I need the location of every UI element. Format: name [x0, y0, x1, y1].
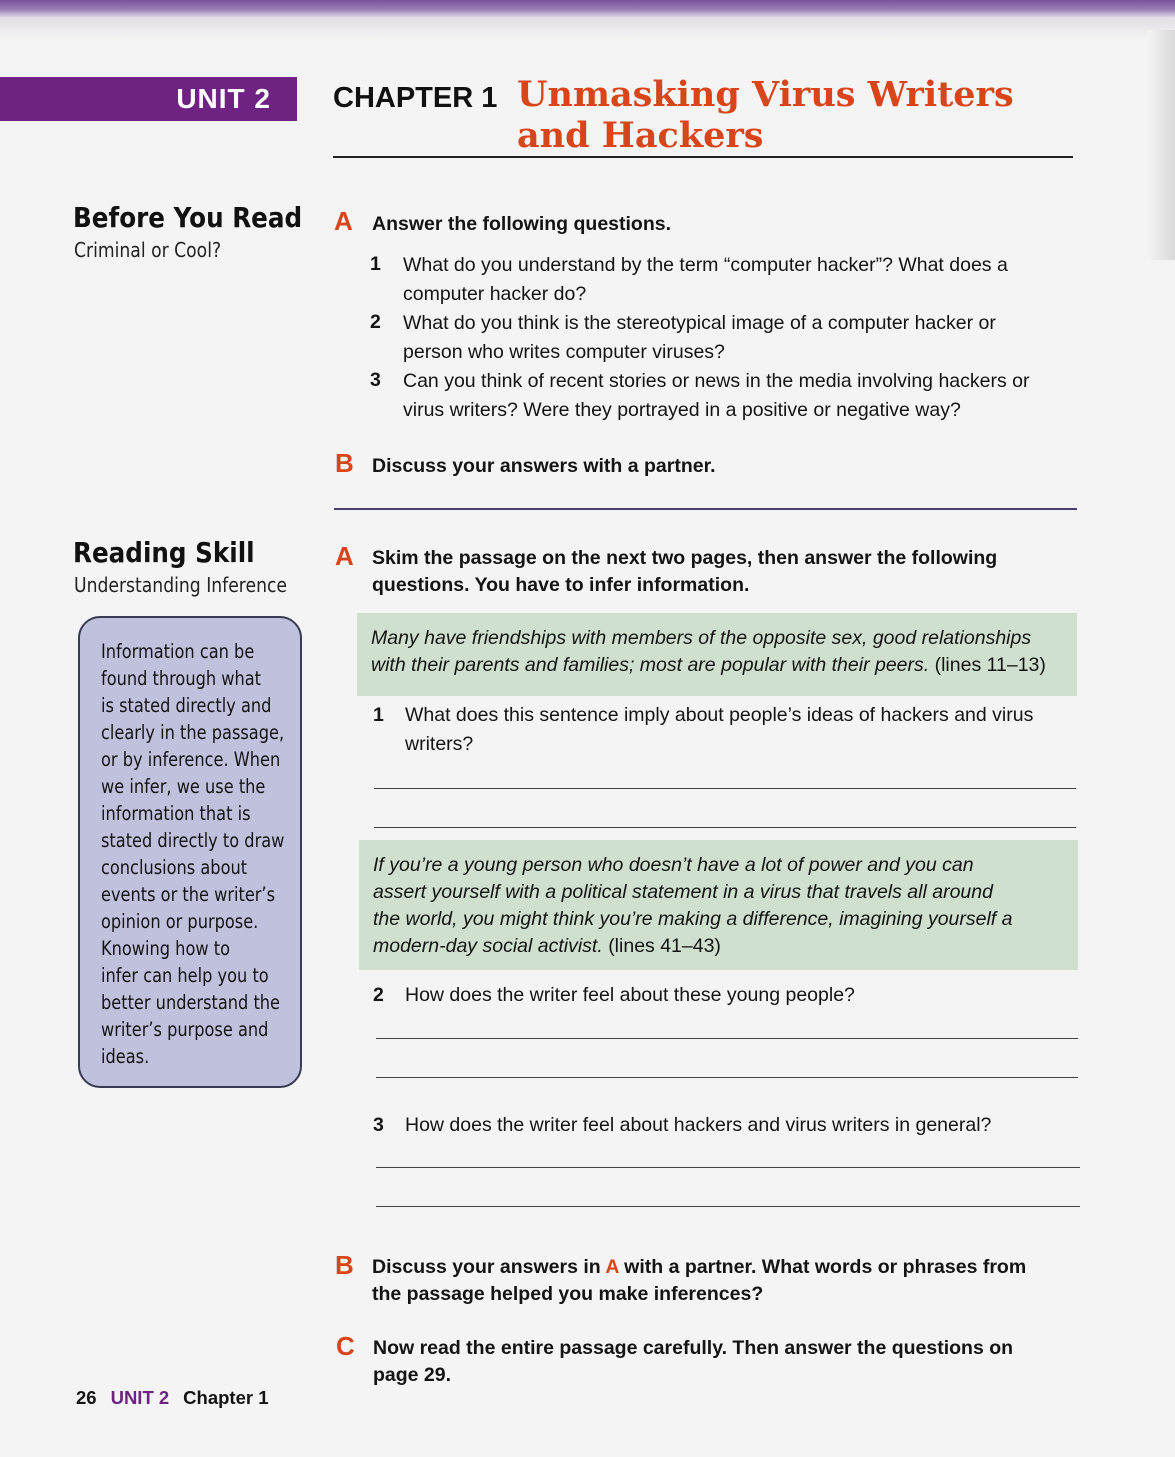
- reading-skill-info-text: [101, 638, 292, 1070]
- answer-line[interactable]: [376, 1206, 1080, 1207]
- question-line: What does this sentence imply about people’s ideas of hackers and virus: [405, 704, 1034, 726]
- question-line: virus writers? Were they portrayed in a positive or negative way?: [403, 399, 961, 421]
- info-line: or by inference. When: [101, 748, 281, 771]
- section-a-letter: A: [334, 206, 353, 236]
- before-you-read-subheading: Criminal or Cool?: [74, 238, 222, 262]
- quote-box: [359, 840, 1078, 970]
- answer-line[interactable]: [376, 1167, 1080, 1168]
- instruction-line: the passage helped you make inferences?: [372, 1283, 764, 1305]
- question-text: [403, 367, 1078, 425]
- question-line: Can you think of recent stories or news in the media involving hackers or: [403, 370, 1030, 392]
- skill-section-a-letter: A: [335, 541, 354, 571]
- instruction-text: with a partner. What words or phrases from: [624, 1256, 1027, 1278]
- question-text: [403, 309, 1078, 367]
- header-rule: [333, 156, 1073, 158]
- quote-line: assert yourself with a political statement in a virus that travels all around: [373, 881, 993, 903]
- info-line: is stated directly and: [101, 694, 272, 717]
- chapter-title: [517, 74, 1077, 156]
- section-reference: A: [605, 1256, 619, 1278]
- info-line: clearly in the passage,: [101, 721, 285, 744]
- quote-line: Many have friendships with members of the opposite sex, good relationships: [371, 627, 1032, 649]
- info-line: information that is: [101, 802, 251, 825]
- question-number: 1: [370, 253, 381, 275]
- skill-section-a-instruction: [372, 545, 1072, 599]
- info-line: stated directly to draw: [101, 829, 285, 852]
- skill-section-b-instruction: [372, 1254, 1072, 1308]
- info-line: writer’s purpose and: [101, 1018, 269, 1041]
- question-number: 3: [373, 1114, 384, 1136]
- question-text: [405, 701, 1080, 759]
- question-line: person who writes computer viruses?: [403, 341, 725, 363]
- info-line: ideas.: [101, 1045, 150, 1068]
- answer-line[interactable]: [376, 1038, 1078, 1039]
- section-a-instruction: Answer the following questions.: [372, 213, 672, 235]
- quote-line: If you’re a young person who doesn’t have a lot of power and you can: [373, 854, 974, 876]
- page-footer: [76, 1387, 269, 1409]
- instruction-line: questions. You have to infer information.: [372, 574, 750, 596]
- info-line: better understand the: [101, 991, 281, 1014]
- chapter-label: CHAPTER 1: [333, 82, 498, 114]
- footer-unit: UNIT 2: [110, 1387, 170, 1408]
- instruction-line: Now read the entire passage carefully. Then answer the questions on: [373, 1337, 1014, 1359]
- info-line: conclusions about: [101, 856, 248, 879]
- chapter-title-line2: and Hackers: [517, 115, 764, 156]
- page-number: 26: [76, 1387, 97, 1408]
- page-edge-shadow: [1147, 30, 1175, 260]
- line-reference: (lines 11–13): [934, 654, 1046, 676]
- section-b-instruction: Discuss your answers with a partner.: [372, 455, 716, 477]
- answer-line[interactable]: [374, 788, 1076, 789]
- section-divider: [334, 508, 1077, 510]
- reading-skill-heading: Reading Skill: [73, 536, 255, 569]
- info-line: events or the writer’s: [101, 883, 276, 906]
- info-line: we infer, we use the: [101, 775, 266, 798]
- question-text: [403, 251, 1078, 309]
- section-b-letter: B: [335, 448, 354, 478]
- instruction-line: page 29.: [373, 1364, 452, 1386]
- question-number: 1: [373, 704, 384, 726]
- top-shadow: [0, 18, 1175, 40]
- question-line: What do you understand by the term “computer hacker”? What does a: [403, 254, 1008, 276]
- info-line: Information can be: [101, 640, 255, 663]
- unit-tab-label: UNIT 2: [176, 83, 271, 114]
- skill-section-c-letter: C: [336, 1331, 355, 1361]
- info-line: opinion or purpose.: [101, 910, 259, 933]
- question-number: 3: [370, 369, 381, 391]
- instruction-text: Discuss your answers in: [372, 1256, 601, 1278]
- reading-skill-subheading: Understanding Inference: [74, 573, 288, 597]
- info-line: Knowing how to: [101, 937, 230, 960]
- quote-line: modern-day social activist.: [373, 935, 603, 957]
- question-number: 2: [370, 311, 381, 333]
- skill-section-c-instruction: [373, 1335, 1073, 1389]
- top-color-band: [0, 0, 1175, 18]
- instruction-line: Skim the passage on the next two pages, then answer the following: [372, 547, 998, 569]
- question-line: computer hacker do?: [403, 283, 587, 305]
- quote-line: the world, you might think you’re making a difference, imagining yourself a: [373, 908, 1013, 930]
- quote-box: [357, 613, 1077, 696]
- question-line: writers?: [405, 733, 474, 755]
- skill-section-b-letter: B: [335, 1250, 354, 1280]
- question-text: How does the writer feel about hackers and virus writers in general?: [405, 1114, 992, 1136]
- question-number: 2: [373, 984, 384, 1006]
- answer-line[interactable]: [374, 827, 1076, 828]
- chapter-title-line1: Unmasking Virus Writers: [517, 74, 1014, 115]
- answer-line[interactable]: [376, 1077, 1078, 1078]
- line-reference: (lines 41–43): [608, 935, 721, 957]
- question-text: How does the writer feel about these young people?: [405, 984, 855, 1006]
- quote-line: with their parents and families; most are popular with their peers.: [371, 654, 930, 676]
- question-line: What do you think is the stereotypical image of a computer hacker or: [403, 312, 996, 334]
- footer-chapter: Chapter 1: [183, 1387, 269, 1408]
- before-you-read-heading: Before You Read: [73, 201, 303, 234]
- unit-tab: [0, 77, 297, 121]
- info-line: infer can help you to: [101, 964, 269, 987]
- info-line: found through what: [101, 667, 262, 690]
